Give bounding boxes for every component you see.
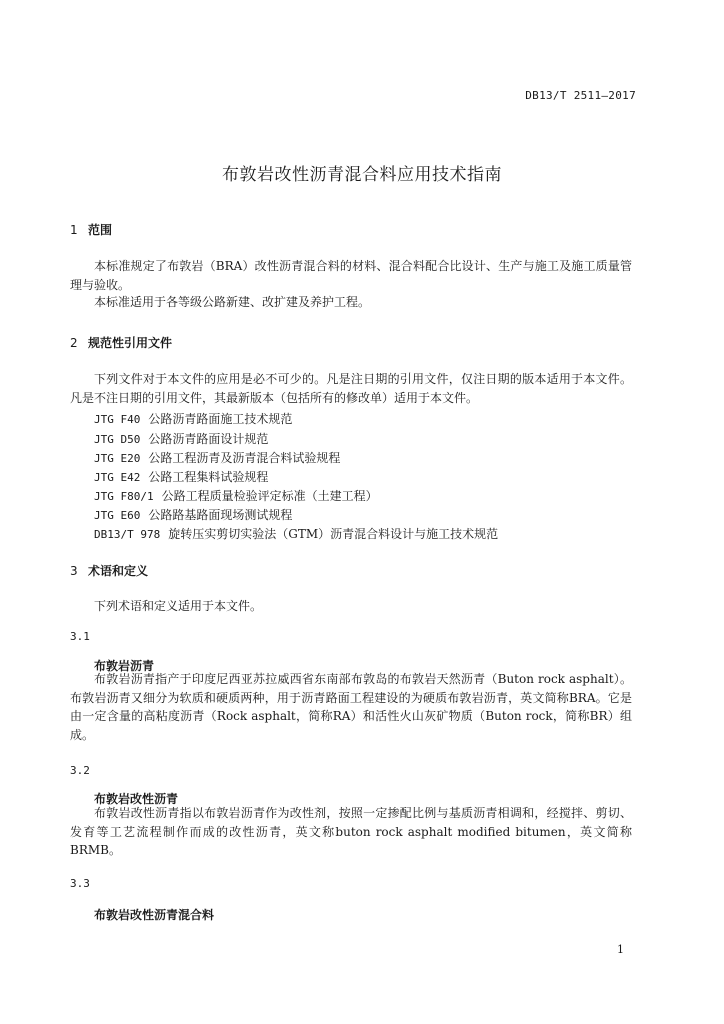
term-heading: 布敦岩改性沥青: [94, 792, 179, 806]
section-number: 1: [70, 223, 78, 237]
reference-name: 公路路基路面现场测试规程: [148, 508, 293, 522]
reference-code: JTG F40: [94, 413, 141, 426]
clause-number: 3.3: [70, 877, 90, 890]
section-title: 术语和定义: [88, 564, 149, 578]
reference-item: [94, 468, 268, 485]
page-number: 1: [617, 943, 624, 956]
section-number: 2: [70, 336, 78, 350]
reference-item: [94, 410, 292, 427]
reference-code: DB13/T 978: [94, 528, 161, 541]
reference-code: JTG F80/1: [94, 490, 154, 503]
reference-item: [94, 506, 292, 523]
standard-code: DB13/T 2511—2017: [525, 89, 636, 102]
reference-item: [94, 525, 498, 542]
reference-code: JTG D50: [94, 433, 141, 446]
section-2-heading: [70, 334, 172, 351]
section-number: 3: [70, 564, 78, 578]
section-1-heading: [70, 221, 112, 238]
reference-item: [94, 449, 340, 466]
term-definition: 布敦岩改性沥青指以布敦岩沥青作为改性剂，按照一定掺配比例与基质沥青相调和，经搅拌、剪切、发育等工艺流程制作而成的改性沥青，英文称buton rock asphalt modified bitumen，英文简称BRMB。: [70, 806, 632, 857]
reference-name: 公路工程集料试验规程: [148, 470, 269, 484]
section-title: 范围: [88, 223, 113, 237]
reference-name: 公路工程沥青及沥青混合料试验规程: [148, 451, 341, 465]
clause-number: 3.2: [70, 764, 90, 777]
reference-code: JTG E60: [94, 509, 141, 522]
reference-name: 旋转压实剪切实验法（GTM）沥青混合料设计与施工技术规范: [168, 527, 499, 541]
reference-name: 公路工程质量检验评定标准（土建工程）: [161, 489, 378, 503]
term-heading: 布敦岩改性沥青混合料: [94, 908, 215, 922]
scope-paragraph-1: 本标准规定了布敦岩（BRA）改性沥青混合料的材料、混合料配合比设计、生产与施工及施工质量管理与验收。: [70, 259, 632, 292]
section-title: 规范性引用文件: [88, 336, 173, 350]
reference-code: JTG E20: [94, 452, 141, 465]
reference-name: 公路沥青路面施工技术规范: [148, 412, 293, 426]
reference-item: [94, 430, 268, 447]
references-intro: 下列文件对于本文件的应用是必不可少的。凡是注日期的引用文件，仅注日期的版本适用于本文件。凡是不注日期的引用文件，其最新版本（包括所有的修改单）适用于本文件。: [70, 372, 632, 405]
term-heading: 布敦岩沥青: [94, 659, 155, 673]
term-definition: 布敦岩沥青指产于印度尼西亚苏拉威西省东南部布敦岛的布敦岩天然沥青（Buton rock asphalt）。布敦岩沥青又细分为软质和硬质两种，用于沥青路面工程建设的为硬质布敦岩沥青，英文简称BRA。它是由一定含量的高粘度沥青（Rock asphalt，简称RA）和活性火山灰矿物质（Buton rock，简称BR）组成。: [70, 672, 632, 742]
terms-intro: 下列术语和定义适用于本文件。: [94, 599, 263, 613]
scope-paragraph-2: 本标准适用于各等级公路新建、改扩建及养护工程。: [94, 295, 371, 309]
reference-code: JTG E42: [94, 471, 141, 484]
reference-name: 公路沥青路面设计规范: [148, 432, 269, 446]
clause-number: 3.1: [70, 630, 90, 643]
document-title: 布敦岩改性沥青混合料应用技术指南: [222, 165, 502, 185]
reference-item: [94, 487, 378, 504]
section-3-heading: [70, 562, 148, 579]
